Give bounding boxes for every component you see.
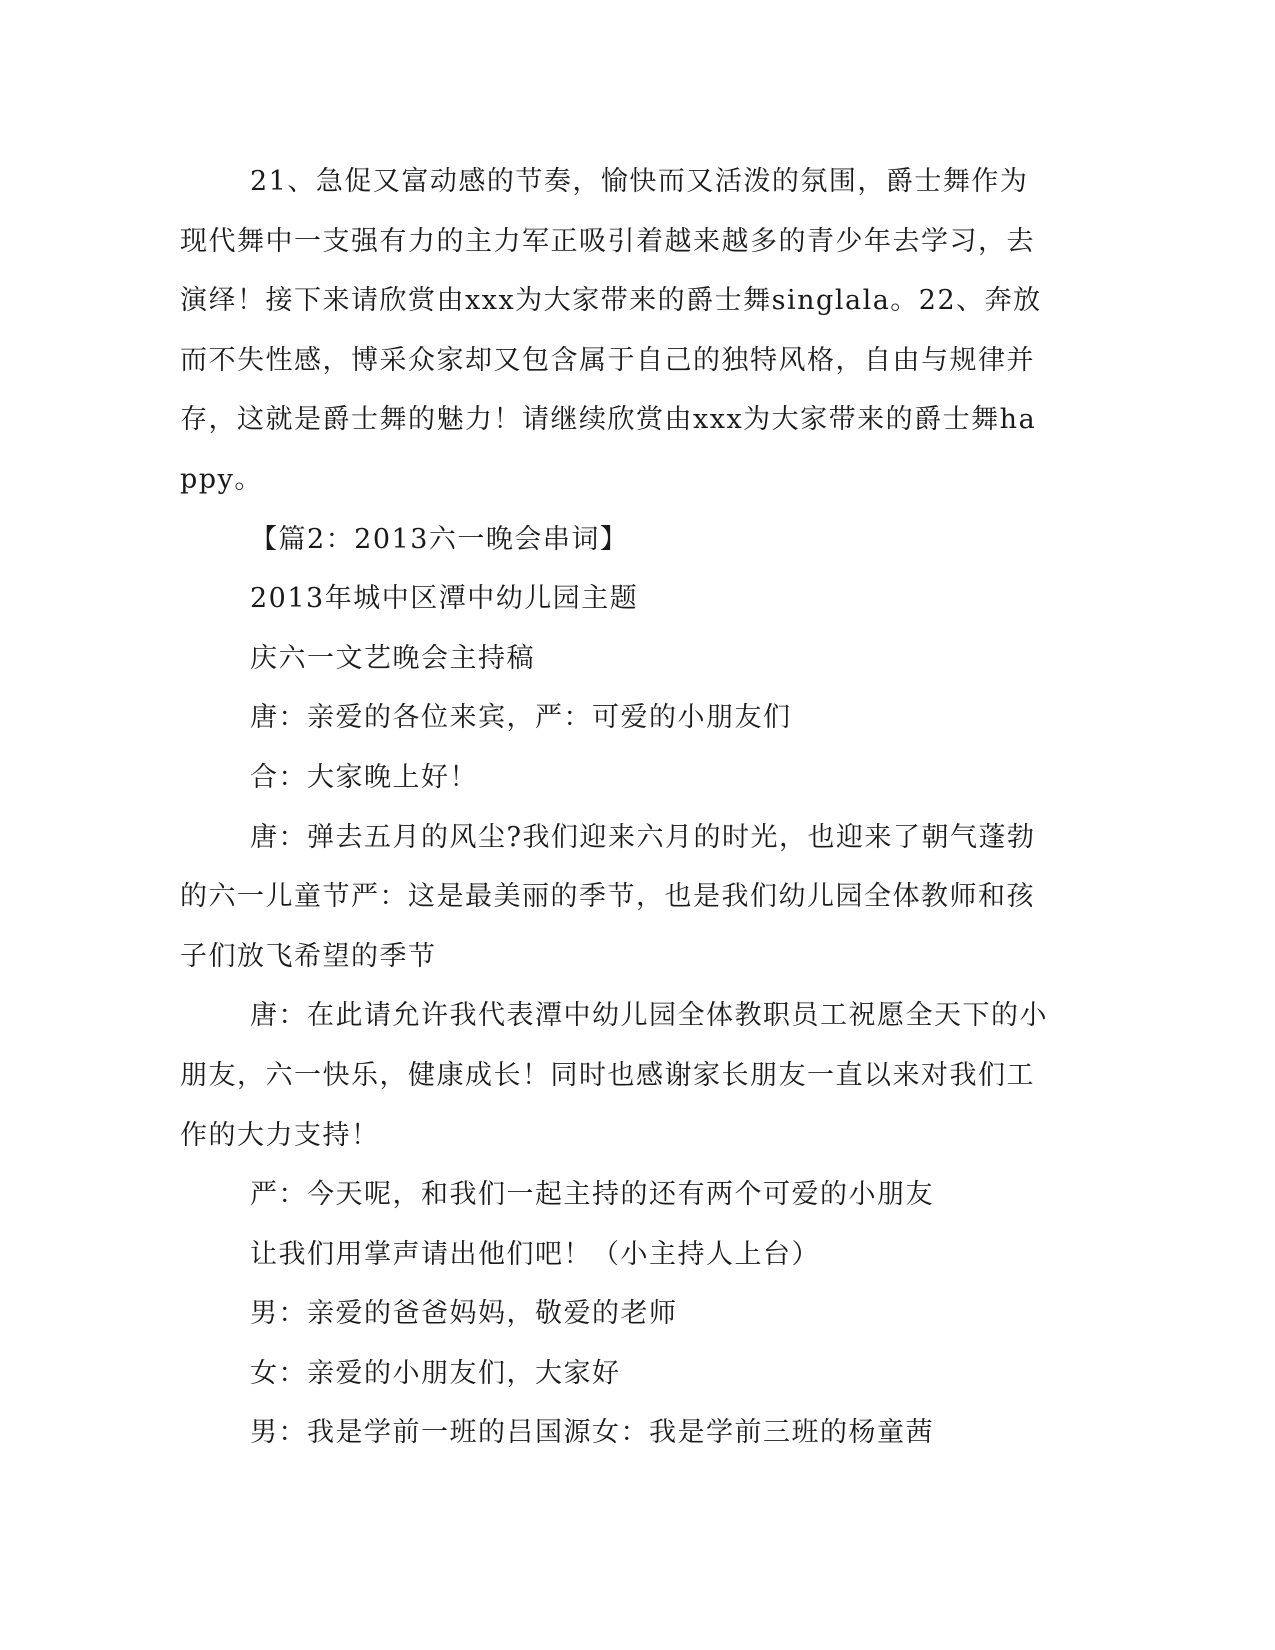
section-heading: 【篇2：2013六一晚会串词】	[250, 523, 629, 555]
document-body	[180, 152, 1050, 1463]
script-line: 唐：弹去五月的风尘?我们迎来六月的时光，也迎来了朝气蓬勃的六一儿童节严：这是最美丽的季节，也是我们幼儿园全体教师和孩子们放飞希望的季节	[180, 821, 1036, 972]
script-line: 合：大家晚上好！	[250, 761, 478, 793]
document-title-line-2: 庆六一文艺晚会主持稿	[250, 642, 535, 674]
script-line: 女：亲爱的小朋友们，大家好	[250, 1357, 621, 1389]
script-line: 严：今天呢，和我们一起主持的还有两个可爱的小朋友	[250, 1179, 934, 1211]
script-line: 让我们用掌声请出他们吧！（小主持人上台）	[250, 1238, 820, 1270]
document-title-line-1: 2013年城中区潭中幼儿园主题	[250, 583, 639, 615]
script-line: 男：我是学前一班的吕国源女：我是学前三班的杨童茜	[250, 1417, 934, 1449]
script-line: 男：亲爱的爸爸妈妈，敬爱的老师	[250, 1298, 678, 1330]
script-line: 唐：在此请允许我代表潭中幼儿园全体教职员工祝愿全天下的小朋友，六一快乐，健康成长！同时也感谢家长朋友一直以来对我们工作的大力支持！	[180, 1000, 1048, 1151]
script-line: 唐：亲爱的各位来宾，严：可爱的小朋友们	[250, 702, 792, 734]
paragraph-jazz-dance-intro: 21、急促又富动感的节奏，愉快而又活泼的氛围，爵士舞作为现代舞中一支强有力的主力军正吸引着越来越多的青少年去学习，去演绎！接下来请欣赏由xxx为大家带来的爵士舞singlala。22、奔放而不失性感，博采众家却又包含属于自己的独特风格，自由与规律并存，这就是爵士舞的魅力！请继续欣赏由xxx为大家带来的爵士舞happy。	[180, 166, 1042, 495]
